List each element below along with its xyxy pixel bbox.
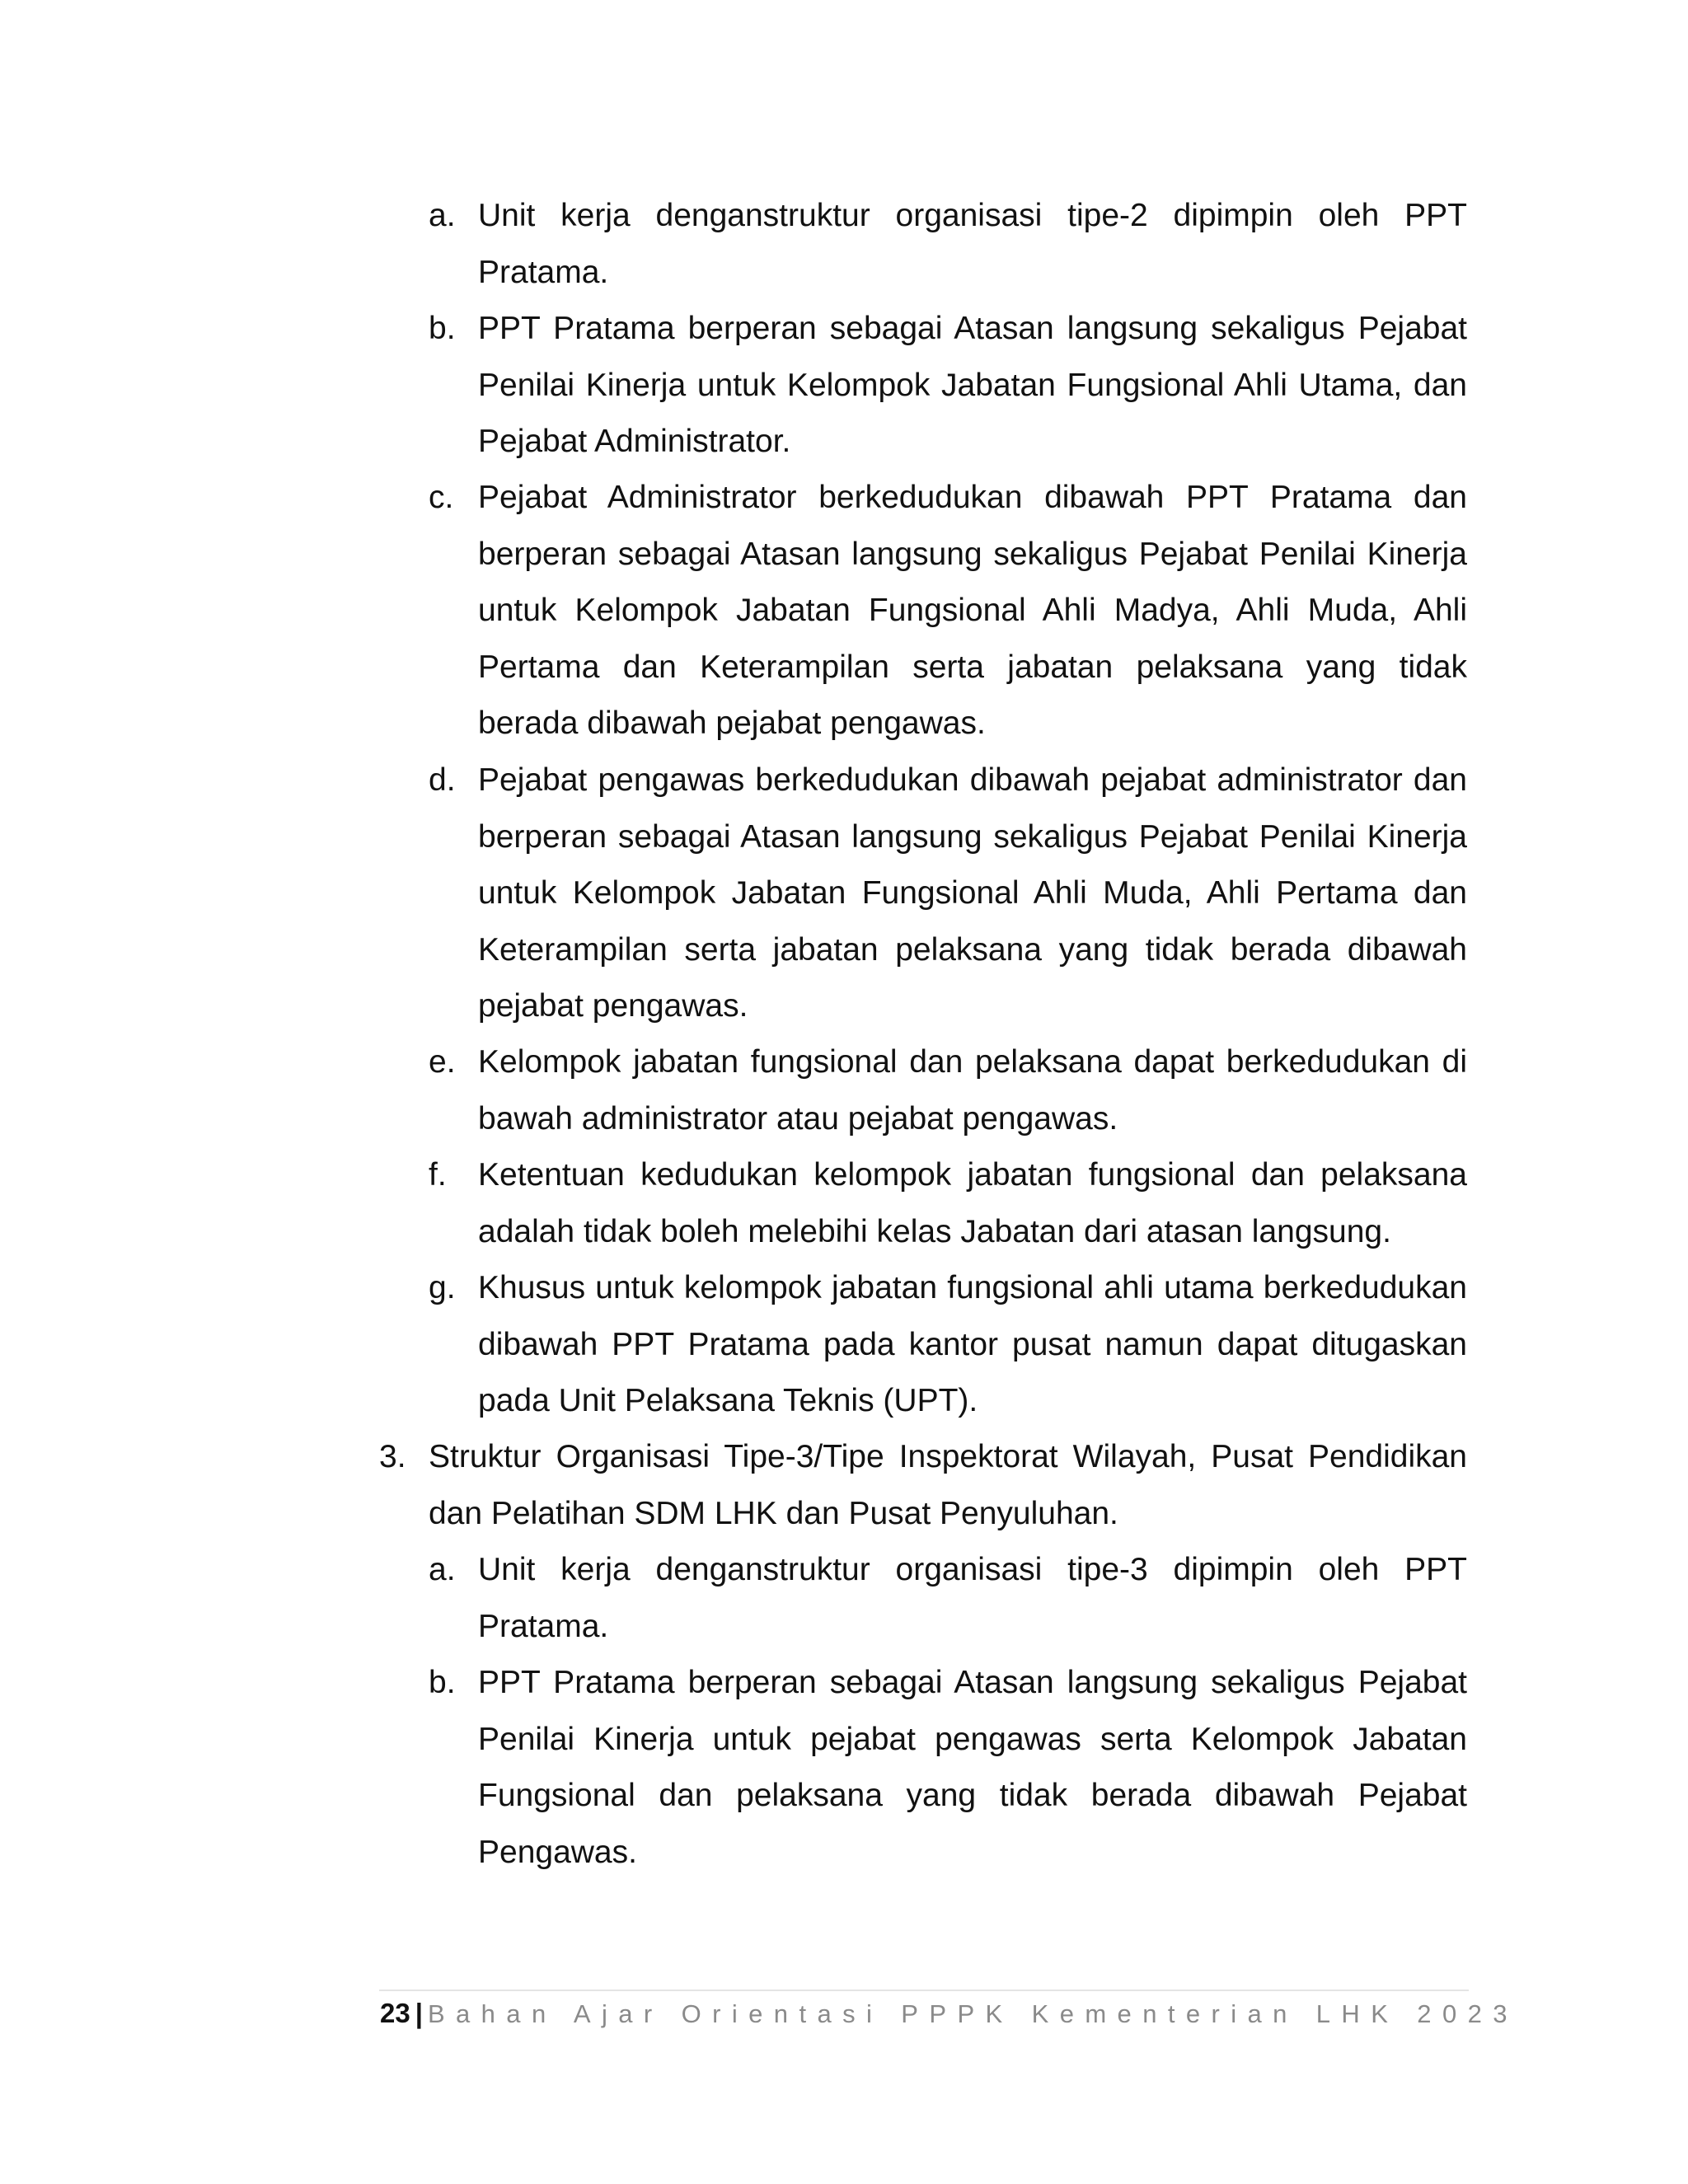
list-item	[429, 301, 1467, 471]
footer-title: Bahan Ajar Orientasi PPPK Kementerian LHK 2023	[427, 1999, 1518, 2028]
list-item	[429, 1542, 1467, 1655]
page-number: 23	[380, 1998, 410, 2028]
list-marker: d.	[429, 762, 456, 798]
list-marker: a.	[429, 1552, 456, 1587]
list-item	[429, 188, 1467, 301]
list-marker: f.	[429, 1157, 447, 1193]
list-marker: b.	[429, 311, 456, 346]
list-item	[429, 1655, 1467, 1881]
list-marker: c.	[429, 480, 454, 515]
list-item-text: Unit kerja denganstruktur organisasi tipe-3 dipimpin oleh PPT Pratama.	[478, 1552, 1467, 1644]
list-item-text: Kelompok jabatan fungsional dan pelaksana dapat berkedudukan di bawah administrator atau pejabat pengawas.	[478, 1044, 1467, 1137]
list-item-text: Khusus untuk kelompok jabatan fungsional ahli utama berkedudukan dibawah PPT Pratama pada kantor pusat namun dapat ditugaskan pada Unit Pelaksana Teknis (UPT).	[478, 1270, 1467, 1418]
list-marker: e.	[429, 1044, 456, 1080]
list-item	[429, 470, 1467, 752]
list-item-text: Pejabat Administrator berkedudukan dibawah PPT Pratama dan berperan sebagai Atasan langsung sekaligus Pejabat Penilai Kinerja untuk Kelompok Jabatan Fungsional Ahli Madya, Ahli Muda, Ahli Pertama dan Keterampilan serta jabatan pelaksana yang tidak berada dibawah pejabat pengawas.	[478, 480, 1467, 741]
list-item-text: PPT Pratama berperan sebagai Atasan langsung sekaligus Pejabat Penilai Kinerja untuk Kelompok Jabatan Fungsional Ahli Utama, dan Pejabat Administrator.	[478, 311, 1467, 459]
section-text: Struktur Organisasi Tipe-3/Tipe Inspektorat Wilayah, Pusat Pendidikan dan Pelatihan SDM LHK dan Pusat Penyuluhan.	[429, 1439, 1467, 1531]
list-marker: a.	[429, 198, 456, 233]
list-item-text: PPT Pratama berperan sebagai Atasan langsung sekaligus Pejabat Penilai Kinerja untuk pejabat pengawas serta Kelompok Jabatan Fungsional dan pelaksana yang tidak berada dibawah Pejabat Pengawas.	[478, 1665, 1467, 1870]
page-footer	[380, 1993, 1518, 2034]
list-item-text: Ketentuan kedudukan kelompok jabatan fungsional dan pelaksana adalah tidak boleh melebihi kelas Jabatan dari atasan langsung.	[478, 1157, 1467, 1249]
list-item	[429, 1034, 1467, 1147]
list-marker: g.	[429, 1270, 456, 1305]
list-item-text: Unit kerja denganstruktur organisasi tipe-2 dipimpin oleh PPT Pratama.	[478, 198, 1467, 290]
footer-separator: |	[415, 1998, 423, 2028]
list-marker: b.	[429, 1665, 456, 1700]
list-item-text: Pejabat pengawas berkedudukan dibawah pejabat administrator dan berperan sebagai Atasan langsung sekaligus Pejabat Penilai Kinerja untuk Kelompok Jabatan Fungsional Ahli Muda, Ahli Pertama dan Keterampilan serta jabatan pelaksana yang tidak berada dibawah pejabat pengawas.	[478, 762, 1467, 1024]
footer-divider	[379, 1990, 1469, 1991]
section-number: 3.	[379, 1439, 406, 1474]
list-item	[429, 1260, 1467, 1430]
list-item	[429, 752, 1467, 1035]
numbered-section-item	[379, 1429, 1467, 1542]
list-item	[429, 1147, 1467, 1260]
